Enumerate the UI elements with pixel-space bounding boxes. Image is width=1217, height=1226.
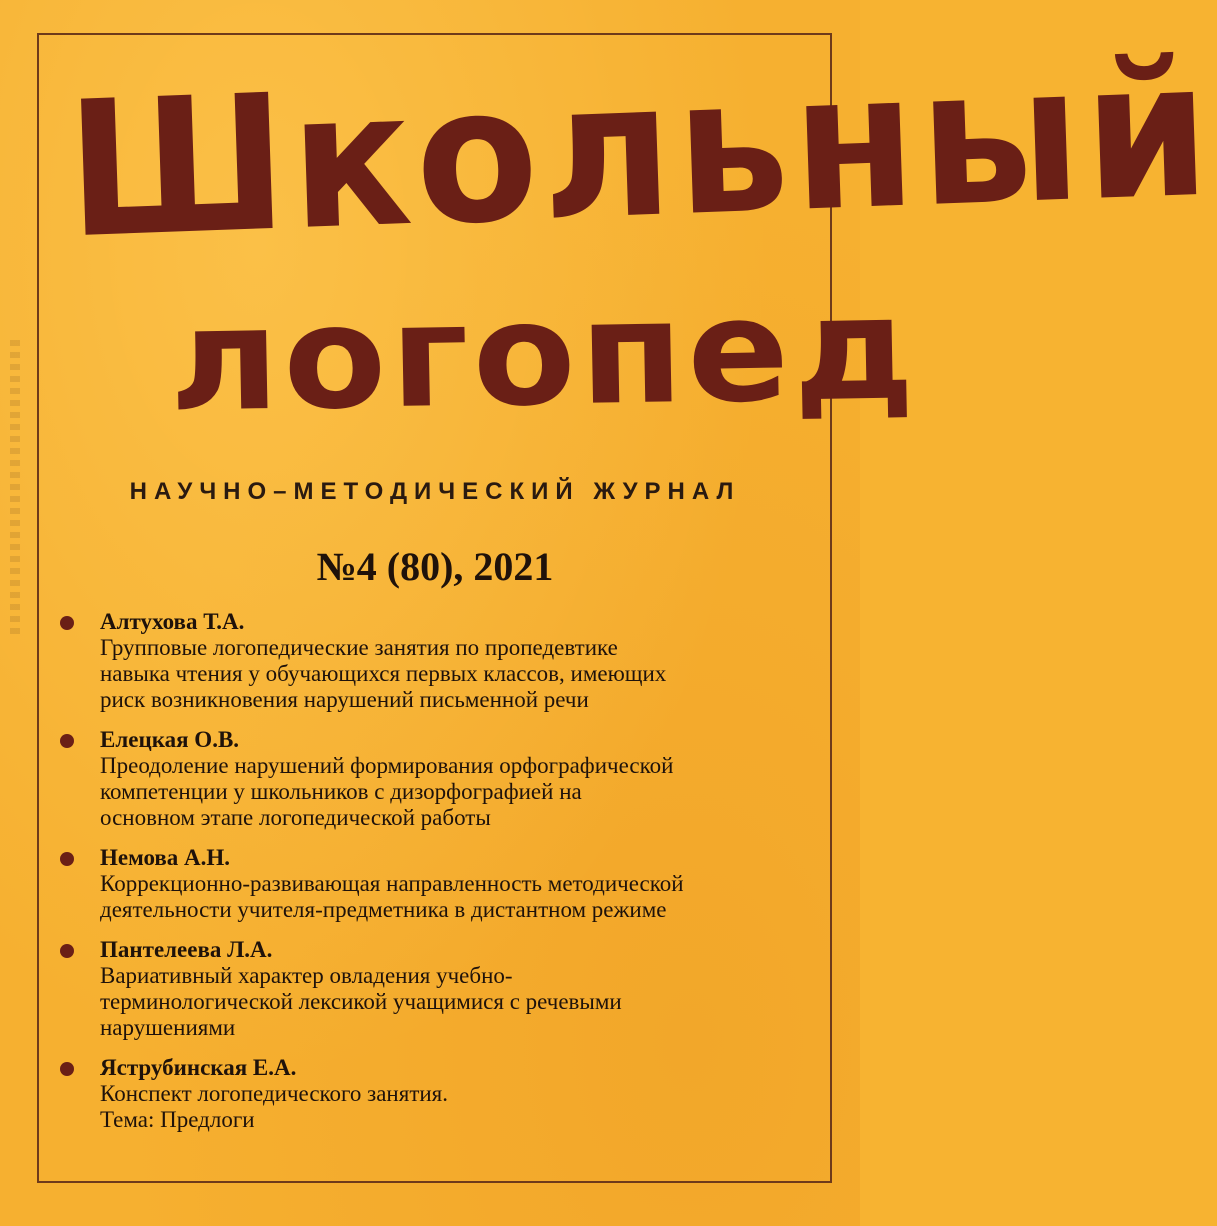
- article-title-line: Тема: Предлоги: [100, 1107, 255, 1132]
- article-title-line: Коррекционно-развивающая направленность методической: [100, 871, 684, 896]
- journal-subtitle: НАУЧНО–МЕТОДИЧЕСКИЙ ЖУРНАЛ: [129, 478, 741, 505]
- article-title-line: Конспект логопедического занятия.: [100, 1081, 449, 1106]
- article-item: [60, 726, 820, 831]
- article-author: Елецкая О.В.: [100, 727, 240, 752]
- article-title-line: терминологической лексикой учащимися с речевыми: [100, 989, 622, 1014]
- article-item: [60, 844, 820, 923]
- article-title-line: Вариативный характер овладения учебно-: [100, 963, 513, 988]
- bullet-icon: [60, 852, 74, 866]
- article-item: [60, 608, 820, 713]
- article-title-line: деятельности учителя-предметника в дистантном режиме: [100, 897, 667, 922]
- article-author: Пантелеева Л.А.: [100, 937, 273, 962]
- article-title-line: компетенции у школьников с дизорфографией на: [100, 779, 582, 804]
- article-title-line: навыка чтения у обучающихся первых классов, имеющих: [100, 661, 667, 686]
- article-title-line: Преодоление нарушений формирования орфографической: [100, 753, 674, 778]
- bullet-icon: [60, 944, 74, 958]
- article-title-line: основном этапе логопедической работы: [100, 805, 491, 830]
- article-author: Немова А.Н.: [100, 845, 231, 870]
- article-item: [60, 1054, 820, 1133]
- bullet-icon: [60, 616, 74, 630]
- article-title-line: Групповые логопедические занятия по пропедевтике: [100, 635, 618, 660]
- bullet-icon: [60, 734, 74, 748]
- issue-number: №4 (80), 2021: [316, 544, 554, 589]
- article-title-line: риск возникновения нарушений письменной речи: [100, 687, 589, 712]
- journal-title-line2: логопед: [167, 266, 920, 444]
- bullet-icon: [60, 1062, 74, 1076]
- article-author: Яструбинская Е.А.: [100, 1055, 297, 1080]
- journal-title-line1: Школьный: [63, 20, 1217, 280]
- table-of-contents: [60, 608, 820, 1146]
- article-title-line: нарушениями: [100, 1015, 236, 1040]
- article-item: [60, 936, 820, 1041]
- spine-texture: [10, 340, 20, 640]
- article-author: Алтухова Т.А.: [100, 609, 245, 634]
